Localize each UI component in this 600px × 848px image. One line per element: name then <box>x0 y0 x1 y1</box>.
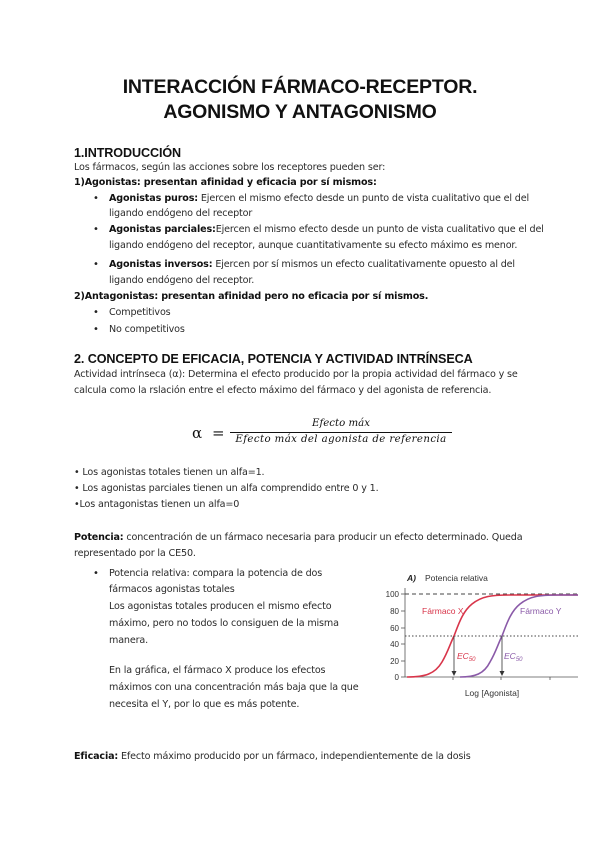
farmaco-x-label: Fármaco X <box>422 606 464 616</box>
potencia-definition-line-1 <box>74 532 522 544</box>
potency-chart <box>380 566 580 706</box>
agonist-item-puros-line-2: ligando endógeno del receptor <box>109 208 253 219</box>
antagonists-heading: 2)Antagonistas: presentan afinidad pero no eficacia por sí mismos. <box>74 291 429 302</box>
bullet-icon: • <box>93 568 99 579</box>
agonist-item-parciales-line-1 <box>109 224 544 236</box>
y-tick-20: 20 <box>390 657 399 666</box>
graph-explanation-line-3: necesita el Y, por lo que es más potente. <box>109 699 300 710</box>
alpha-point-totales: • Los agonistas totales tienen un alfa=1. <box>74 467 265 478</box>
agonist-term: Agonistas parciales: <box>109 224 216 235</box>
relative-potency-line-2: fármacos agonistas totales <box>109 584 235 595</box>
agonist-term: Agonistas inversos: <box>109 259 213 270</box>
eficacia-desc: Efecto máximo producido por un fármaco, independientemente de la dosis <box>118 751 471 762</box>
formula-numerator: Efecto máx <box>312 418 370 429</box>
document-title-line-2: AGONISMO Y ANTAGONISMO <box>163 101 437 123</box>
antagonist-item-no-competitivos: No competitivos <box>109 324 185 335</box>
formula-fraction-line <box>230 432 452 433</box>
graph-explanation-line-2: máximos con una concentración más baja que la que <box>109 682 359 693</box>
relative-potency-line-1: Potencia relativa: compara la potencia de dos <box>109 568 323 579</box>
intrinsic-activity-line-2: calcula como la rslación entre el efecto máximo del fármaco y del agonista de referencia. <box>74 385 492 396</box>
potencia-desc: concentración de un fármaco necesaria para producir un efecto determinado. Queda <box>123 532 523 543</box>
relative-potency-line-3: Los agonistas totales producen el mismo efecto <box>109 601 332 612</box>
formula-equals: = <box>212 424 225 442</box>
graph-explanation-line-1: En la gráfica, el fármaco X produce los efectos <box>109 665 326 676</box>
dose-response-curves <box>380 566 580 706</box>
section-heading-introduccion: 1.INTRODUCCIÓN <box>74 146 182 160</box>
y-tick-40: 40 <box>390 640 399 649</box>
bullet-icon: • <box>93 259 99 270</box>
alpha-point-parciales: • Los agonistas parciales tienen un alfa comprendido entre 0 y 1. <box>74 483 379 494</box>
chart-title: Potencia relativa <box>425 573 488 583</box>
ec50-x-label: $EC_{50}$ <box>457 651 476 663</box>
bullet-icon: • <box>93 224 99 235</box>
ec50-y-label: $EC_{50}$ <box>504 651 523 663</box>
agonist-term: Agonistas puros: <box>109 193 198 204</box>
agonist-item-inversos-line-1 <box>109 259 515 271</box>
agonist-item-puros-line-1 <box>109 193 529 205</box>
eficacia-term: Eficacia: <box>74 751 119 762</box>
agonist-item-inversos-line-2: ligando endógeno del receptor. <box>109 275 255 286</box>
relative-potency-line-5: manera. <box>109 635 149 646</box>
agonist-desc: Ejercen el mismo efecto desde un punto de vista cualitativo que el del <box>198 193 529 204</box>
intrinsic-activity-line-1: Actividad intrínseca (α): Determina el efecto producido por la propia actividad del fármaco y se <box>74 369 518 380</box>
bullet-icon: • <box>93 307 99 318</box>
y-tick-60: 60 <box>390 624 399 633</box>
agonist-desc: Ejercen por sí mismos un efecto cualitativamente opuesto al del <box>212 259 515 270</box>
formula-denominator: Efecto máx del agonista de referencia <box>235 434 447 445</box>
y-tick-80: 80 <box>390 607 399 616</box>
alpha-point-antagonistas: •Los antagonistas tienen un alfa=0 <box>74 499 240 510</box>
bullet-icon: • <box>93 324 99 335</box>
relative-potency-line-4: máximo, pero no todos lo consiguen de la misma <box>109 618 339 629</box>
antagonist-item-competitivos: Competitivos <box>109 307 171 318</box>
potencia-definition-line-2: representado por la CE50. <box>74 548 196 559</box>
agonist-item-parciales-line-2: ligando endógeno del receptor, aunque cuantitativamente su efecto máximo es menor. <box>109 240 518 251</box>
bullet-icon: • <box>93 193 99 204</box>
farmaco-y-label: Fármaco Y <box>520 606 562 616</box>
agonist-desc: Ejercen el mismo efecto desde un punto de vista cualitativo que el del <box>215 224 544 235</box>
section-heading-concepto: 2. CONCEPTO DE EFICACIA, POTENCIA Y ACTIVIDAD INTRÍNSECA <box>74 352 473 366</box>
potencia-term: Potencia: <box>74 532 124 543</box>
document-title-line-1: INTERACCIÓN FÁRMACO-RECEPTOR. <box>122 76 478 98</box>
y-tick-100: 100 <box>385 590 399 599</box>
eficacia-definition <box>74 751 471 763</box>
formula-alpha: α <box>192 424 203 442</box>
x-axis-label: Log [Agonista] <box>464 688 520 698</box>
chart-panel-label: A) <box>407 573 416 583</box>
y-tick-0: 0 <box>394 673 399 682</box>
intro-text: Los fármacos, según las acciones sobre los receptores pueden ser: <box>74 162 386 173</box>
agonists-heading: 1)Agonistas: presentan afinidad y eficacia por sí mismos: <box>74 177 377 188</box>
